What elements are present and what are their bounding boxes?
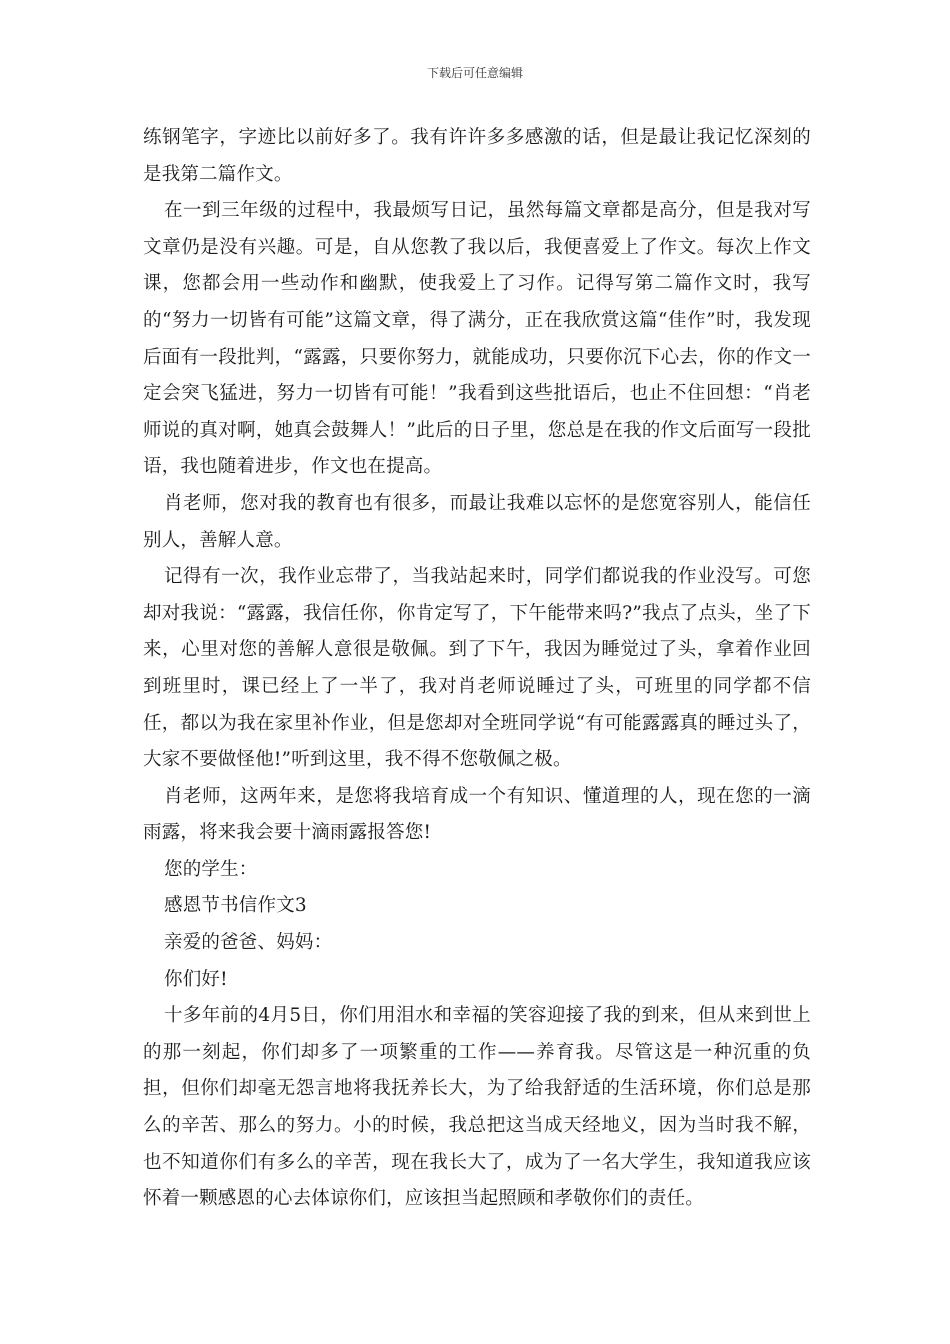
paragraph: 记得有一次，我作业忘带了，当我站起来时，同学们都说我的作业没写。可您却对我说：“露露，我信任你，你肯定写了，下午能带来吗?”我点了点头，坐了下来，心里对您的善解人意很是敬佩。到了下午，我因为睡觉过了头，拿着作业回到班里时，课已经上了一半了，我对肖老师说睡过了头，可班里的同学都不信任，都以为我在家里补作业，但是您却对全班同学说“有可能露露真的睡过头了，大家不要做怪他!”听到这里，我不得不您敬佩之极。 bbox=[143, 566, 811, 771]
paragraph: 肖老师，您对我的教育也有很多，而最让我难以忘怀的是您宽容别人，能信任别人，善解人意。 bbox=[143, 492, 811, 551]
paragraph: 练钢笔字，字迹比以前好多了。我有许许多多感激的话，但是最让我记忆深刻的是我第二篇作文。 bbox=[143, 127, 811, 185]
greeting: 你们好! bbox=[164, 968, 228, 990]
section-title: 感恩节书信作文3 bbox=[164, 895, 307, 917]
letter-body bbox=[143, 120, 811, 1218]
salutation: 亲爱的爸爸、妈妈： bbox=[164, 932, 333, 954]
paragraph: 十多年前的4月5日，你们用泪水和幸福的笑容迎接了我的到来，但从来到世上的那一刻起，你们却多了一项繁重的工作——养育我。尽管这是一种沉重的负担，但你们却毫无怨言地将我抚养长大，为了给我舒适的生活环境，你们总是那么的辛苦、那么的努力。小的时候，我总把这当成天经地义，因为当时我不解，也不知道你们有多么的辛苦，现在我长大了，成为了一名大学生，我知道我应该怀着一颗感恩的心去体谅你们，应该担当起照顾和孝敬你们的责任。 bbox=[143, 1005, 811, 1210]
signature-line: 您的学生： bbox=[164, 858, 258, 880]
header-note: 下载后可任意编辑 bbox=[426, 66, 523, 80]
paragraph: 在一到三年级的过程中，我最烦写日记，虽然每篇文章都是高分，但是我对写文章仍是没有兴趣。可是，自从您教了我以后，我便喜爱上了作文。每次上作文课，您都会用一些动作和幽默，使我爱上了习作。记得写第二篇作文时，我写的“努力一切皆有可能”这篇文章，得了满分，正在我欣赏这篇“佳作”时，我发现后面有一段批判，“露露，只要你努力，就能成功，只要你沉下心去，你的作文一定会突飞猛进，努力一切皆有可能！”我看到这些批语后，也止不住回想：“肖老师说的真对啊，她真会鼓舞人！”此后的日子里，您总是在我的作文后面写一段批语，我也随着进步，作文也在提高。 bbox=[143, 200, 811, 478]
paragraph: 肖老师，这两年来，是您将我培育成一个有知识、懂道理的人，现在您的一滴雨露，将来我会要十滴雨露报答您! bbox=[143, 785, 811, 844]
